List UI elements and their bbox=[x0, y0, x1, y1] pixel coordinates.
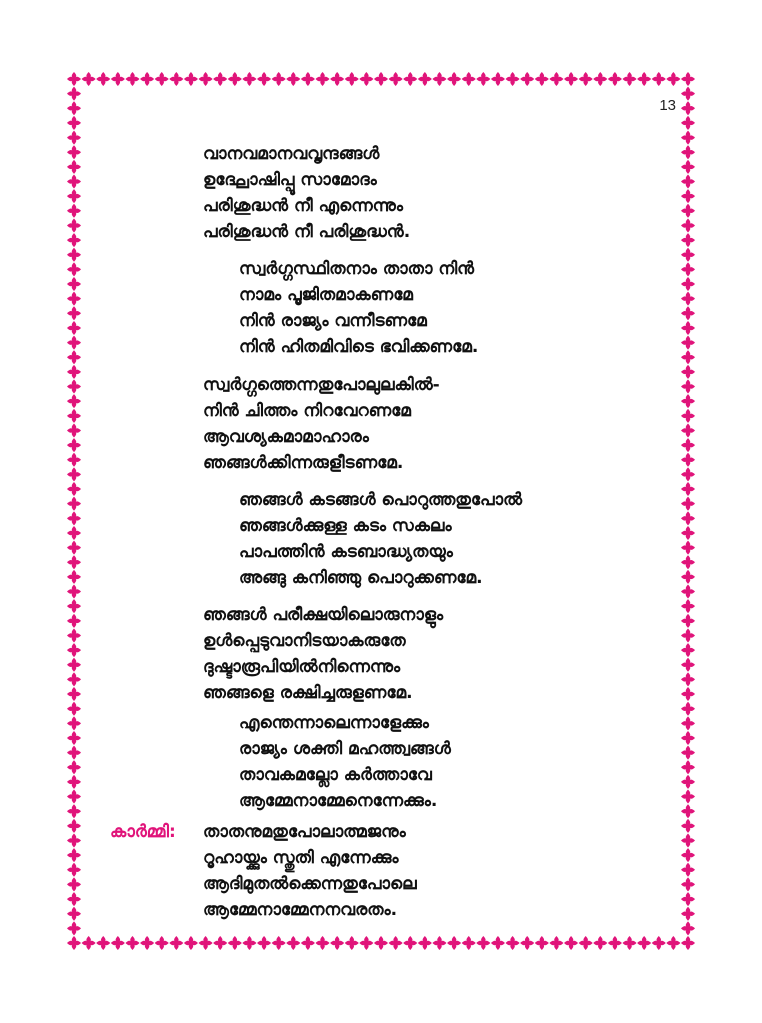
verse-line: ഞങ്ങൾക്കുള്ള കടം സകലം bbox=[239, 516, 452, 536]
verse-line: താതനുമതുപോലാത്മജനും bbox=[203, 822, 406, 842]
page-number: 13 bbox=[659, 97, 676, 114]
stanza-5 bbox=[203, 602, 443, 706]
verse-line: നിൻ രാജ്യം വന്നീടണമേ bbox=[239, 311, 427, 331]
verse-line: ഞങ്ങൾ കടങ്ങൾ പൊറുത്തതുപോൽ bbox=[239, 490, 523, 510]
verse-line: അങ്ങു കനിഞ്ഞു പൊറുക്കണമേ. bbox=[239, 568, 483, 588]
verse-line: ഞങ്ങൾ പരീക്ഷയിലൊരുനാളും bbox=[203, 605, 444, 625]
stanza-6 bbox=[239, 710, 451, 814]
prayer-text bbox=[66, 71, 696, 951]
verse-line: ഞങ്ങളെ രക്ഷിച്ചരുളണമേ. bbox=[203, 683, 413, 703]
verse-line: സ്വർഗ്ഗസ്ഥിതനാം താതാ നിൻ bbox=[239, 259, 475, 279]
verse-line: പരിശുദ്ധൻ നീ പരിശുദ്ധൻ. bbox=[203, 222, 411, 242]
verse-line: ഞങ്ങൾക്കിന്നരുളീടണമേ. bbox=[203, 453, 404, 473]
stanza-3 bbox=[203, 372, 440, 476]
verse-line: വാനവമാനവവൃന്ദങ്ങൾ bbox=[203, 144, 380, 164]
verse-line: റൂഹായ്ക്കും സ്തുതി എന്നേക്കും bbox=[203, 848, 399, 868]
stanza-1 bbox=[203, 141, 410, 245]
verse-line: ആദിമുതൽക്കെന്നതുപോലെ bbox=[203, 874, 417, 894]
verse-line: നിൻ ചിത്തം നിറവേറണമേ bbox=[203, 401, 411, 421]
verse-line: നിൻ ഹിതമിവിടെ ഭവിക്കണമേ. bbox=[239, 337, 479, 357]
verse-line: താവകമല്ലോ കർത്താവേ bbox=[239, 765, 432, 785]
stanza-4 bbox=[239, 487, 522, 591]
stanza-7 bbox=[203, 819, 417, 923]
verse-line: രാജ്യം ശക്തി മഹത്ത്വങ്ങൾ bbox=[239, 739, 451, 759]
verse-line: നാമം പൂജിതമാകണമേ bbox=[239, 285, 413, 305]
verse-line: പാപത്തിൻ കടബാദ്ധ്യതയും bbox=[239, 542, 453, 562]
speaker-label: കാർമ്മി: bbox=[110, 822, 176, 842]
verse-line: എന്തെന്നാലെന്നാളേക്കും bbox=[239, 713, 429, 733]
verse-line: ആമ്മേനാമ്മേനെന്നേക്കും. bbox=[239, 791, 438, 811]
verse-line: ഉദ്ഘോഷിപ്പൂ സാമോദം bbox=[203, 170, 377, 190]
verse-line: ഉൾപ്പെടുവാനിടയാകരുതേ bbox=[203, 631, 406, 651]
page-frame bbox=[66, 71, 696, 951]
verse-line: സ്വർഗ്ഗത്തെന്നതുപോലുലകിൽ- bbox=[203, 375, 440, 395]
verse-line: ദുഷ്ടാരൂപിയിൽനിന്നെന്നും bbox=[203, 657, 401, 677]
verse-line: ആമ്മേനാമ്മേനനവരതം. bbox=[203, 900, 398, 920]
verse-line: പരിശുദ്ധൻ നീ എന്നെന്നും bbox=[203, 196, 403, 216]
stanza-2 bbox=[239, 256, 478, 360]
verse-line: ആവശ്യകമാമാഹാരം bbox=[203, 427, 369, 447]
